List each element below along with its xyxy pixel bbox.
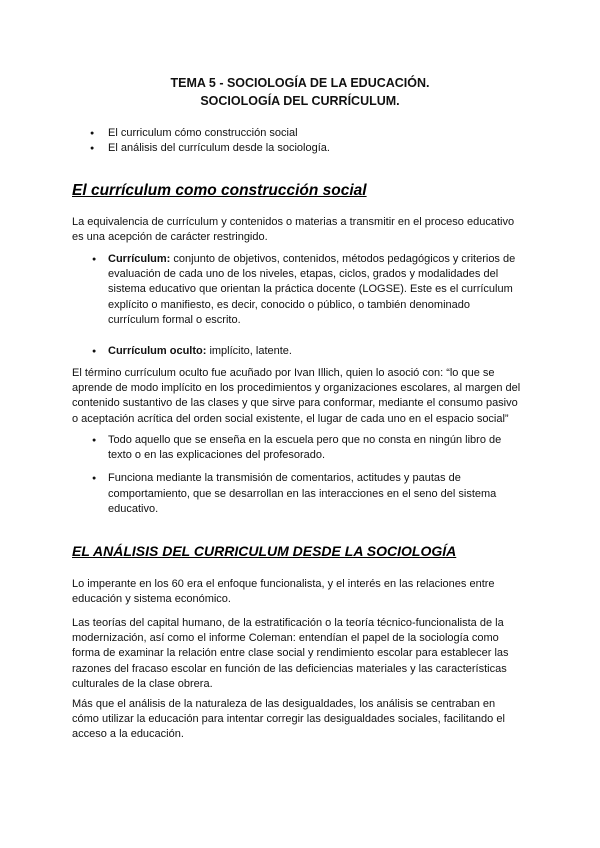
paragraph-funcionalista [72,577,532,607]
title-line-1: TEMA 5 - SOCIOLOGÍA DE LA EDUCACIÓN. [170,76,430,90]
text-line: texto o en las explicaciones del profesorado. [108,449,326,462]
text-line: La equivalencia de currículum y contenidos o materias a transmitir en el proceso educativo [72,216,515,228]
term-curriculum: Currículum: [108,253,171,265]
toc-item: ● El análisis del currículum desde la sociología. [88,141,330,156]
text-line: ● Funciona mediante la transmisión de comentarios, actitudes y pautas de [108,472,461,485]
text-line: acceso a la educación. [72,728,184,741]
paragraph-teorias [72,616,532,692]
intro-paragraph [72,215,532,245]
list-item-curriculum-oculto [90,344,530,359]
definition-text: implícito, latente. [206,345,292,357]
text-line: sistema educativo que orientan la práctica docente (LOGSE). Este es el currículum [108,283,513,296]
text-line: educativo. [108,502,159,515]
list-item-curriculum [90,252,530,328]
section-heading-analisis-curriculum: EL ANÁLISIS DEL CURRICULUM DESDE LA SOCIOLOGÍA [72,543,457,559]
text-line: comportamiento, que se desarrollan en las interacciones en el seno del sistema [108,487,497,500]
text-line: forma de examinar la relación entre clase social y rendimiento escolar para establecer las [72,647,509,660]
text-line: explícito o manifiesto, es decir, conocido o público, o también denominado [108,298,470,311]
text-line: evaluación de cada uno de los niveles, etapas, ciclos, grados y modalidades del [108,268,499,281]
curriculum-definition-list [90,252,530,328]
text-line: currículum formal o escrito. [108,313,241,326]
term-curriculum-oculto: Currículum oculto: [108,345,207,357]
text-line: ● Todo aquello que se enseña en la escuela pero que no consta en ningún libro de [108,434,502,446]
table-of-contents [88,126,330,156]
text-line: modernización, así como el informe Coleman: entendían el papel de la sociología como [72,632,499,645]
text-line: Lo imperante en los 60 era el enfoque funcionalista, y el interés en las relaciones entre [72,578,495,590]
text-line: Las teorías del capital humano, de la estratificación o la teoría técnico-funcionalista de la [72,617,504,629]
text-line: educación y sistema económico. [72,593,231,606]
oculto-paragraph [72,366,532,427]
definition-text: conjunto de objetivos, contenidos, métodos pedagógicos y criterios de [170,253,516,265]
list-item [90,471,530,517]
text-line: Más que el análisis de la naturaleza de las desigualdades, los análisis se centraban en [72,698,496,710]
paragraph-desigualdades [72,697,532,743]
text-line: contenido sustantivo de las clases y que sirve para conformar, mediante el consumo pasivo [72,397,518,410]
list-item [90,433,530,463]
curriculum-oculto-list [90,344,530,359]
text-line: es una acepción de carácter restringido. [72,231,268,244]
page-title [0,74,600,110]
text-line: El término currículum oculto fue acuñado por Ivan Illich, quien lo asoció con: “lo que se [72,367,495,379]
text-line: o aceptación acrítica del orden social existente, el lugar de cada uno en el espacio social” [72,412,509,425]
section-heading-construccion-social: El currículum como construcción social [72,182,367,199]
title-line-2: SOCIOLOGÍA DEL CURRÍCULUM. [200,94,400,108]
toc-item: ● El curriculum cómo construcción social [88,126,330,141]
text-line: razones del fracaso escolar en función de las deficiencias materiales y las características [72,662,507,675]
text-line: aprende de modo implícito en los procedimientos y organizaciones escolares, al margen del [72,382,521,395]
text-line: culturales de la clase obrera. [72,677,213,690]
text-line: cómo utilizar la educación para intentar corregir las desigualdades sociales, facilitando el [72,713,505,726]
oculto-characteristics-list [90,433,530,517]
